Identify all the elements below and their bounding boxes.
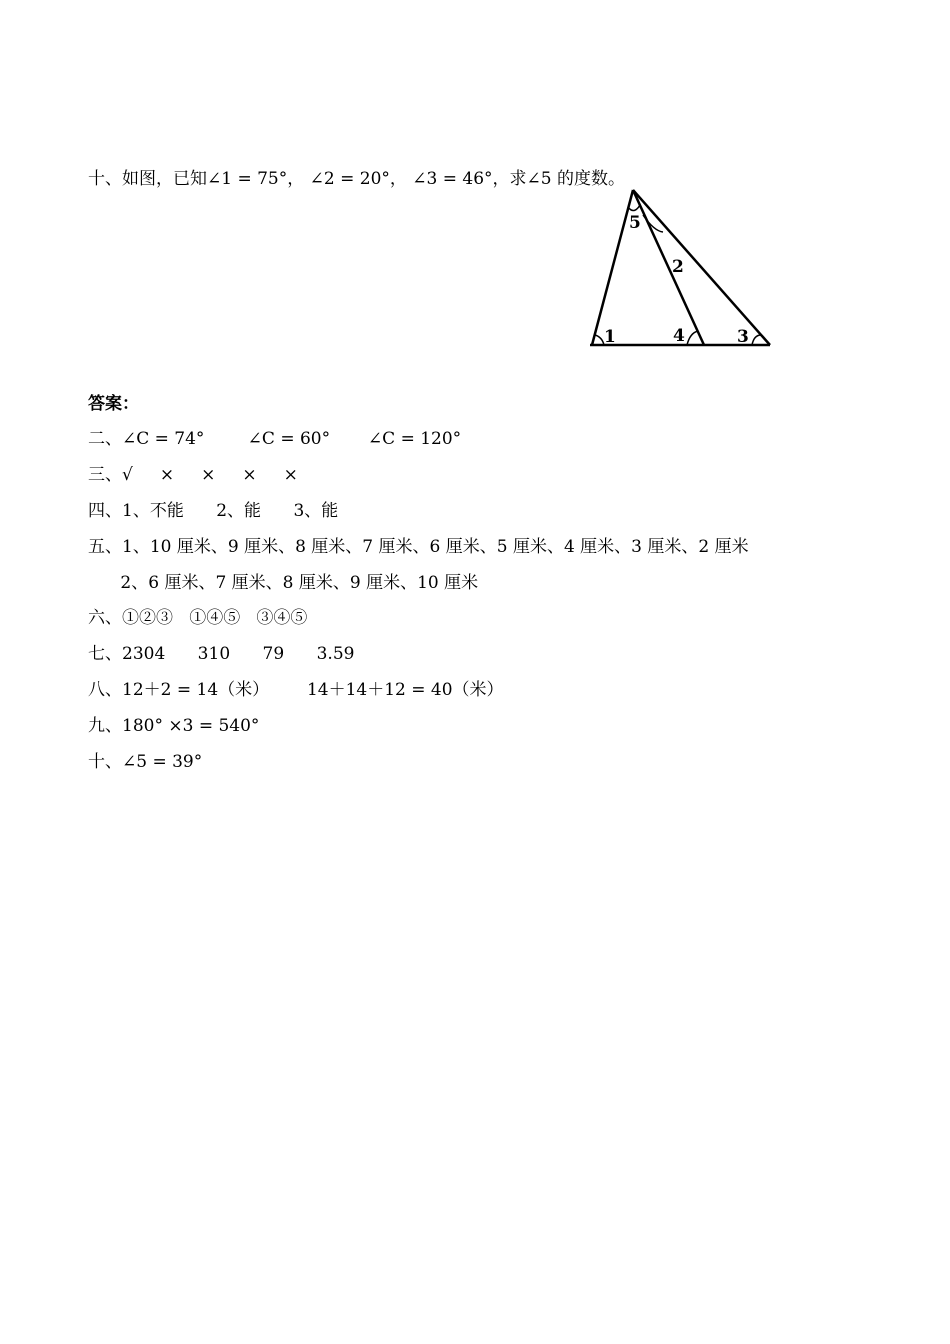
question-text: 十、如图，已知∠1 = 75°， ∠2 = 20°， ∠3 = 46°，求∠5 的度数。 bbox=[88, 169, 626, 189]
answer-line-4: 四、1、不能 2、能 3、能 bbox=[88, 501, 339, 521]
answer-line-9: 九、180° ×3 = 540° bbox=[88, 716, 260, 736]
answer-line-10: 十、∠5 = 39° bbox=[88, 752, 203, 772]
answer-line-8: 八、12＋2 = 14（米） 14＋14＋12 = 40（米） bbox=[88, 680, 504, 700]
angle-label-5: 5 bbox=[629, 213, 641, 233]
answers-title: 答案： bbox=[88, 394, 139, 414]
answer-line-7: 七、2304 310 79 3.59 bbox=[88, 644, 355, 664]
angle-label-3: 3 bbox=[737, 327, 749, 347]
answer-line-5b: 2、6 厘米、7 厘米、8 厘米、9 厘米、10 厘米 bbox=[88, 573, 479, 593]
answer-line-2: 二、∠C = 74° ∠C = 60° ∠C = 120° bbox=[88, 429, 462, 449]
triangle-side-left bbox=[592, 190, 633, 345]
triangle-side-right bbox=[633, 190, 770, 345]
answer-line-6: 六、①②③ ①④⑤ ③④⑤ bbox=[88, 608, 308, 628]
answer-line-3: 三、√ × × × × bbox=[88, 465, 298, 485]
angle-label-2: 2 bbox=[672, 257, 684, 277]
answer-line-5: 五、1、10 厘米、9 厘米、8 厘米、7 厘米、6 厘米、5 厘米、4 厘米、3 厘米、2 厘米 bbox=[88, 537, 749, 557]
triangle-figure bbox=[580, 185, 780, 355]
angle-arc-1 bbox=[595, 335, 604, 345]
angle-label-4: 4 bbox=[673, 326, 685, 346]
angle-label-1: 1 bbox=[604, 327, 616, 347]
inner-segment bbox=[633, 190, 704, 345]
angle-arc-3 bbox=[752, 335, 761, 345]
angle-arc-4 bbox=[687, 331, 698, 345]
